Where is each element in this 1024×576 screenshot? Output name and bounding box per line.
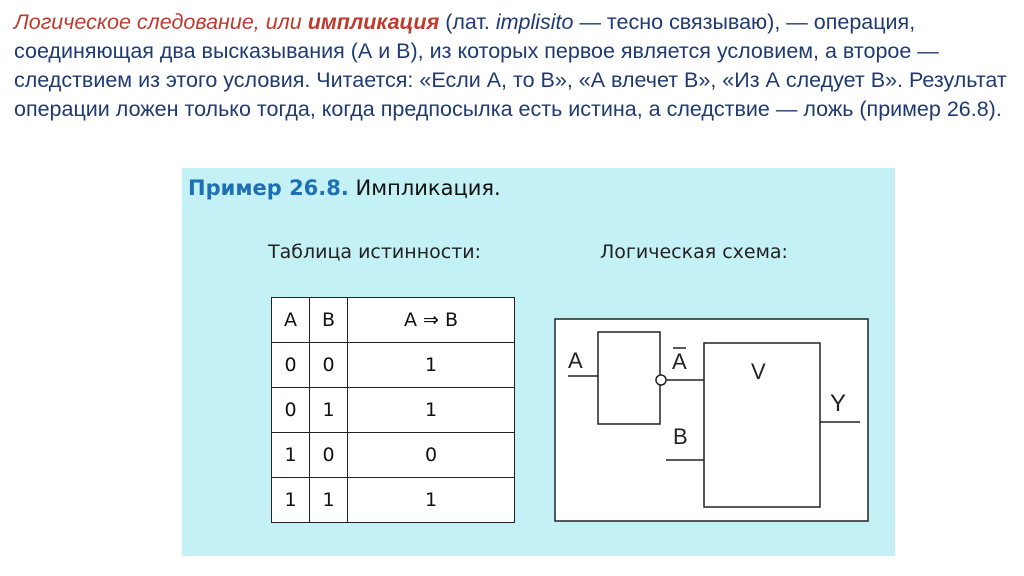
truth-table-label: Таблица истинности:	[268, 241, 482, 263]
definition-paragraph	[14, 8, 1014, 124]
header-cell: A	[272, 298, 310, 343]
inverter-bubble	[656, 375, 666, 385]
or-symbol: V	[751, 359, 766, 384]
example-name: Импликация.	[348, 176, 501, 200]
header-cell: B	[310, 298, 348, 343]
scheme-not-a: A	[672, 349, 687, 374]
table-cell: 0	[272, 388, 310, 433]
table-row	[272, 433, 515, 478]
table-cell: 0	[310, 433, 348, 478]
table-cell: 1	[348, 478, 515, 523]
latin-word: implisito	[495, 10, 574, 34]
table-cell: 1	[272, 433, 310, 478]
table-cell: 1	[310, 478, 348, 523]
table-row	[272, 343, 515, 388]
table-cell: 0	[272, 343, 310, 388]
paragraph-part-1: (лат.	[439, 10, 496, 34]
table-cell: 1	[310, 388, 348, 433]
paragraph-part-2: — тесно связываю), — операция, соединяющая два высказывания (А и В), из которых первое является условием, а второе — следствием из этого условия. Читается: «Если А, то В», «А влечет В», «Из А следует В». Результат операции ложен только тогда, когда предпосылка есть истина, а следствие — ложь (пример 26.8).	[14, 10, 1007, 121]
table-cell: 1	[272, 478, 310, 523]
table-header-row	[272, 298, 515, 343]
term-italic: Логическое следование, или	[14, 10, 308, 34]
table-cell: 1	[348, 388, 515, 433]
table-cell: 0	[310, 343, 348, 388]
example-title	[188, 176, 501, 200]
not-gate	[598, 332, 660, 424]
term-bold: импликация	[307, 10, 440, 34]
scheme-input-a: A	[568, 348, 583, 373]
scheme-input-b: B	[673, 424, 688, 449]
header-cell: A ⇒ B	[348, 298, 515, 343]
table-cell: 1	[348, 343, 515, 388]
table-row	[272, 388, 515, 433]
table-cell: 0	[348, 433, 515, 478]
scheme-output-y: Y	[830, 390, 847, 417]
logic-scheme	[554, 318, 870, 522]
scheme-label: Логическая схема:	[600, 241, 788, 263]
truth-table	[271, 297, 515, 523]
example-number: Пример 26.8.	[188, 176, 349, 200]
table-row	[272, 478, 515, 523]
